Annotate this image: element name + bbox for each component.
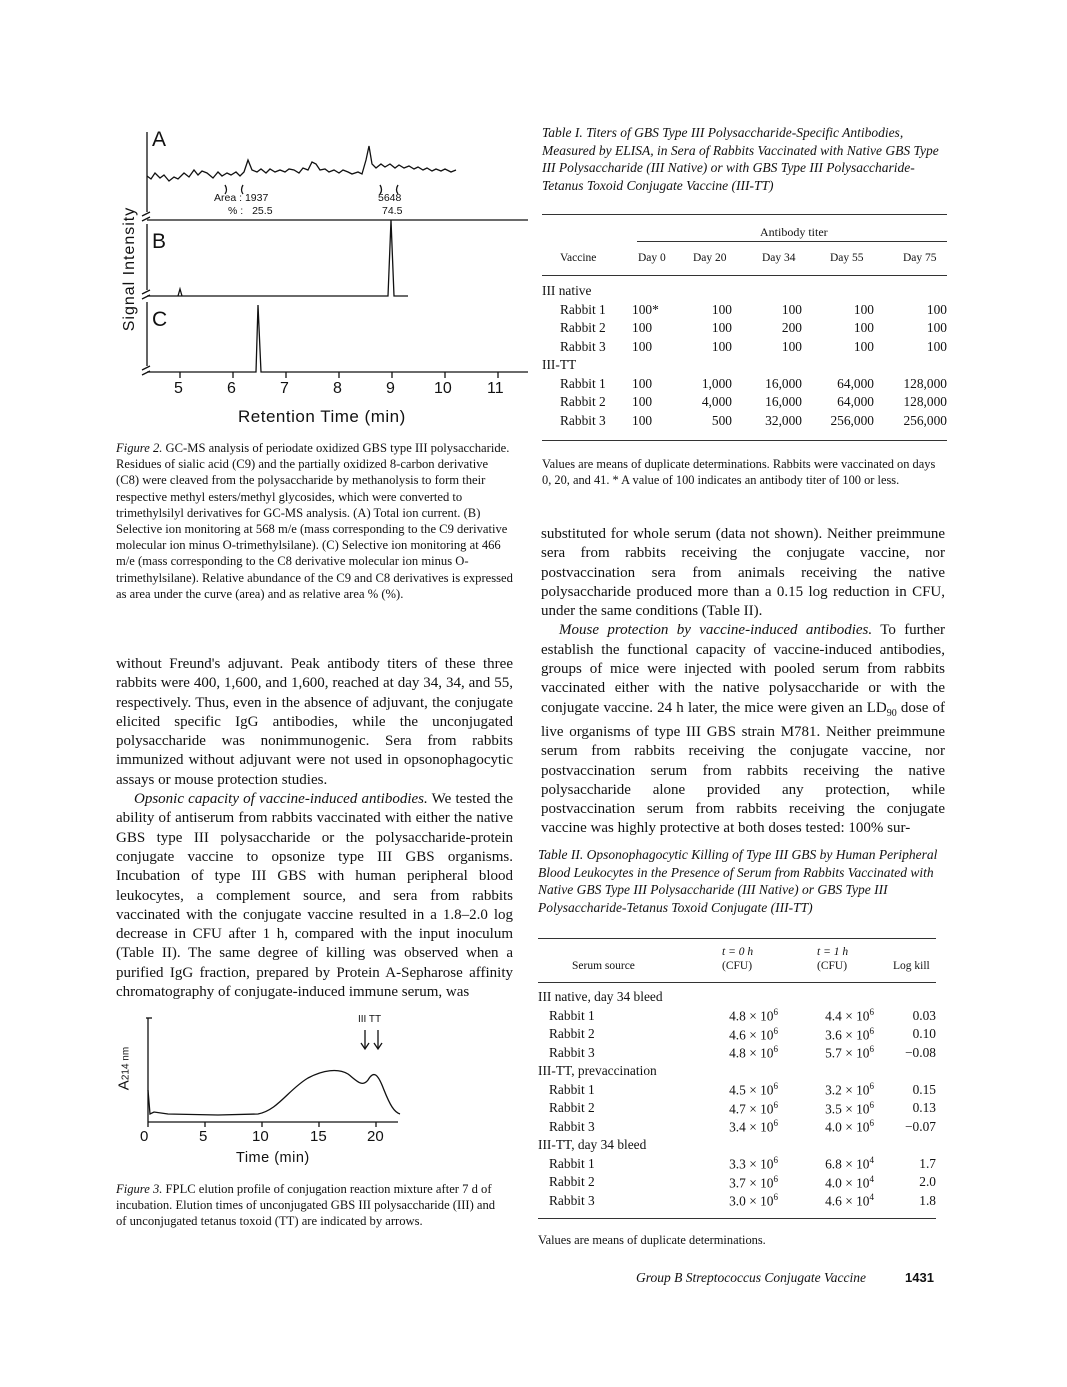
- cell: 0.13: [912, 1100, 936, 1116]
- cell-mantissa: 4.8 × 10: [729, 1008, 774, 1024]
- cell: 1.8: [919, 1192, 936, 1208]
- cell: 100: [853, 338, 874, 354]
- table-row: [538, 1192, 936, 1211]
- table-row: [538, 1173, 936, 1192]
- peak-2-area: 5648: [378, 192, 402, 204]
- cell-exponent: 6: [869, 1081, 874, 1092]
- left-paragraph-1: without Freund's adjuvant. Peak antibody titers of these three rabbits were 400, 1,600, and 1,600, reached at day 34, 34, and 55, respectively. Thus, even in the absence of adjuvant, the conjugate elicited specific IgG antibodies, while the unconjugated polysaccharide was nonimmunogenic. Sera from rabbits immunized without adjuvant were not used in opsonophagocytic assays or mouse protection studies.: [116, 656, 513, 788]
- figure-3-x-label: Time (min): [236, 1150, 310, 1166]
- cell: [794, 1099, 890, 1118]
- y-label-a: A: [115, 1080, 133, 1091]
- cell: 1,000: [701, 375, 732, 391]
- cell: 1.7: [919, 1155, 936, 1171]
- row-label: Rabbit 3: [549, 1118, 595, 1134]
- x-tick-10: 10: [434, 380, 452, 397]
- cell: −0.07: [905, 1118, 936, 1134]
- figure-3-caption: [116, 1181, 506, 1230]
- cell: [794, 1044, 890, 1063]
- cell: [794, 1025, 890, 1044]
- cell: 100: [926, 301, 947, 317]
- right-column-text: [541, 525, 945, 839]
- mouse-protection-heading: Mouse protection by vaccine-induced antibodies.: [559, 622, 873, 639]
- row-label: Rabbit 3: [549, 1044, 595, 1060]
- table-row: [538, 988, 936, 1007]
- cell-mantissa: 3.6 × 10: [825, 1026, 870, 1042]
- left-paragraph-2: [116, 790, 513, 1002]
- figure-3-plot: [108, 1010, 408, 1170]
- figure-2-caption-text: GC-MS analysis of periodate oxidized GBS type III polysaccharide. Residues of sialic acid (C9) and the partially oxidized 8-carbon derivative (C8) were cleaved from the polysaccharide by methanolysis to form their respective methyl esters/methyl glycosides, which were converted to trimethylsilyl derivatives for GC-MS analysis. (A) Total ion current. (B) Selective ion monitoring at 568 m/e (mass corresponding to the C9 derivative molecular ion minus O-trimethylsilane). (C) Selective ion monitoring at 466 m/e (mass corresponding to the C8 derivative molecular ion minus O-trimethylsilane). Relative abundance of the C9 and C8 derivatives is expressed as area under the curve (area) and as relative area % (%).: [116, 441, 513, 601]
- cell: 100: [926, 338, 947, 354]
- cell: 64,000: [837, 375, 874, 391]
- row-label: Rabbit 2: [549, 1026, 595, 1042]
- table-1-header-rule: [542, 275, 947, 276]
- cell: 16,000: [765, 394, 802, 410]
- cell: 64,000: [837, 394, 874, 410]
- marker-labels: III TT: [358, 1014, 382, 1025]
- page-number: 1431: [905, 1270, 934, 1285]
- cell: 100: [632, 375, 653, 391]
- table-row: [538, 1081, 936, 1100]
- cell: [698, 1007, 794, 1026]
- cell: [698, 1155, 794, 1174]
- panel-b-label: B: [152, 230, 167, 253]
- x-tick-5: 5: [174, 380, 183, 397]
- cell: 200: [781, 320, 802, 336]
- cell-mantissa: 3.5 × 10: [825, 1100, 870, 1116]
- table-1-col-vaccine: Vaccine: [560, 252, 597, 264]
- table-row: [542, 301, 947, 320]
- figure-3-y-label: [116, 1039, 133, 1099]
- cell-mantissa: 4.5 × 10: [729, 1082, 774, 1098]
- cell: 500: [711, 412, 732, 428]
- cell: 100: [926, 320, 947, 336]
- figure-3-caption-text: FPLC elution profile of conjugation reaction mixture after 7 d of incubation. Elution times of unconjugated GBS III polysaccharide (III) and of unconjugated tetanus toxoid (TT) are indicated by arrows.: [116, 1182, 496, 1229]
- table-1-col-day20: Day 20: [693, 252, 727, 264]
- cell: 16,000: [765, 375, 802, 391]
- cell: [794, 1081, 890, 1100]
- fig3-x-tick-10: 10: [252, 1128, 269, 1145]
- row-label: III-TT: [542, 357, 577, 373]
- cell-exponent: 6: [773, 1044, 778, 1055]
- table-1-col-day34: Day 34: [762, 252, 796, 264]
- mouse-protection-body-a: To further establish the functional capacity of vaccine-induced antibodies, groups of mice were injected with pooled serum from rabbits vaccinated either with the native polysaccharide or with the conjugate vaccine. 24 h later, the mice were given an LD: [541, 622, 945, 716]
- table-1-title: Table I. Titers of GBS Type III Polysaccharide-Specific Antibodies, Measured by ELISA, in Sera of Rabbits Vaccinated with Native GBS Type III Polysaccharide (III Native) or with GBS Type III Polysaccharide-Tetanus Toxoid Conjugate Vaccine (III-TT): [542, 125, 939, 193]
- row-label: III-TT, day 34 bleed: [538, 1137, 647, 1153]
- row-label: Rabbit 3: [560, 412, 606, 428]
- cell: 32,000: [765, 412, 802, 428]
- ld-subscript: 90: [886, 707, 897, 719]
- cell: 256,000: [830, 412, 874, 428]
- table-1: [542, 282, 947, 430]
- figure-2: [108, 120, 528, 440]
- cell-mantissa: 3.0 × 10: [729, 1193, 774, 1209]
- area-label: Area :: [214, 192, 243, 204]
- cell-mantissa: 4.7 × 10: [729, 1100, 774, 1116]
- row-label: III native, day 34 bleed: [538, 989, 663, 1005]
- cell: 100: [632, 394, 653, 410]
- cell-exponent: 6: [773, 1192, 778, 1203]
- cell-exponent: 6: [773, 1081, 778, 1092]
- row-label: Rabbit 3: [549, 1192, 595, 1208]
- cell-mantissa: 3.2 × 10: [825, 1082, 870, 1098]
- pct-label: % :: [228, 205, 244, 217]
- cell-exponent: 4: [869, 1155, 874, 1166]
- table-row: [542, 319, 947, 338]
- cell: [794, 1007, 890, 1026]
- table-2-bottom-rule: [538, 1218, 936, 1219]
- row-label: Rabbit 2: [549, 1174, 595, 1190]
- cell: 100: [853, 301, 874, 317]
- cell: [698, 1118, 794, 1137]
- cell: [794, 1173, 890, 1192]
- table-2-top-rule: [538, 938, 936, 939]
- row-label: III native: [542, 283, 592, 299]
- x-tick-8: 8: [333, 380, 342, 397]
- row-label: Rabbit 2: [549, 1100, 595, 1116]
- row-label: III-TT, prevaccination: [538, 1063, 657, 1079]
- cell: 0.15: [912, 1081, 936, 1097]
- x-axis-label: Retention Time (min): [238, 407, 406, 426]
- table-row: [538, 1007, 936, 1026]
- right-paragraph-2: [541, 621, 945, 838]
- cell-exponent: 6: [869, 1007, 874, 1018]
- table-1-footnote: Values are means of duplicate determinations. Rabbits were vaccinated on days 0, 20, and 41. * A value of 100 indicates an antibody titer of 100 or less.: [542, 457, 936, 487]
- cell-mantissa: 3.3 × 10: [729, 1156, 774, 1172]
- mouse-protection-body-b: dose of live organisms of type III GBS strain M781. Neither preimmune serum from rabbits receiving the conjugate vaccine, nor postvaccination serum from rabbits receiving the native polysaccharide alone provided any protection, while postvaccination serum from rabbits receiving the conjugate vaccine was highly protective at both doses tested: 100% sur-: [541, 699, 946, 837]
- cell-mantissa: 4.4 × 10: [825, 1008, 870, 1024]
- peak-1-pct-label: [228, 205, 273, 217]
- cell-mantissa: 3.4 × 10: [729, 1119, 774, 1135]
- cell: 100: [781, 338, 802, 354]
- cell: [794, 1155, 890, 1174]
- table-row: [542, 375, 947, 394]
- cell-mantissa: 6.8 × 10: [825, 1156, 870, 1172]
- panel-a-label: A: [152, 128, 167, 151]
- cell: [698, 1173, 794, 1192]
- cell: [698, 1025, 794, 1044]
- cell: [698, 1044, 794, 1063]
- table-2-col-t0-unit: (CFU): [722, 960, 753, 972]
- opsonic-heading: Opsonic capacity of vaccine-induced antibodies.: [134, 791, 428, 808]
- table-2-col-t1: t = 1 h: [817, 946, 849, 958]
- table-2: [538, 988, 936, 1210]
- cell-mantissa: 4.0 × 10: [825, 1174, 870, 1190]
- cell-exponent: 6: [773, 1173, 778, 1184]
- cell: 100: [632, 320, 653, 336]
- table-row: [538, 1044, 936, 1063]
- figure-2-caption: [116, 440, 514, 602]
- cell: 100: [853, 320, 874, 336]
- cell: 0.10: [912, 1026, 936, 1042]
- table-1-col-day55: Day 55: [830, 252, 864, 264]
- cell: 100: [711, 338, 732, 354]
- table-2-header: [538, 946, 936, 978]
- running-title: Group B Streptococcus Conjugate Vaccine: [636, 1270, 866, 1285]
- fig3-x-tick-5: 5: [199, 1128, 208, 1145]
- figure-2-plot: [108, 120, 528, 440]
- table-row: [542, 356, 947, 375]
- cell: 100: [711, 301, 732, 317]
- cell-exponent: 6: [869, 1118, 874, 1129]
- table-1-group-rule: [637, 241, 947, 242]
- row-label: Rabbit 3: [560, 338, 606, 354]
- table-2-col-log: Log kill: [893, 960, 930, 972]
- y-label-sub: 214 nm: [120, 1046, 132, 1081]
- cell-mantissa: 4.8 × 10: [729, 1045, 774, 1061]
- cell: 128,000: [903, 375, 947, 391]
- row-label: Rabbit 1: [549, 1155, 595, 1171]
- cell-exponent: 6: [773, 1025, 778, 1036]
- cell: 256,000: [903, 412, 947, 428]
- table-row: [542, 282, 947, 301]
- cell: 4,000: [701, 394, 732, 410]
- x-tick-7: 7: [280, 380, 289, 397]
- cell: 2.0: [919, 1174, 936, 1190]
- y-axis-label: Signal Intensity: [121, 206, 138, 332]
- table-row: [542, 338, 947, 357]
- table-row: [538, 1136, 936, 1155]
- fig3-x-tick-20: 20: [367, 1128, 384, 1145]
- cell: [794, 1192, 890, 1211]
- row-label: Rabbit 1: [560, 301, 606, 317]
- cell: 100: [632, 338, 653, 354]
- cell-exponent: 6: [869, 1025, 874, 1036]
- cell-exponent: 6: [773, 1007, 778, 1018]
- cell: [794, 1118, 890, 1137]
- table-1-col-day0: Day 0: [638, 252, 666, 264]
- cell-exponent: 6: [773, 1155, 778, 1166]
- row-label: Rabbit 2: [560, 320, 606, 336]
- table-2-footnote: Values are means of duplicate determinations.: [538, 1233, 766, 1247]
- row-label: Rabbit 1: [560, 375, 606, 391]
- cell-mantissa: 4.6 × 10: [825, 1193, 870, 1209]
- cell-exponent: 6: [869, 1044, 874, 1055]
- cell: 100: [781, 301, 802, 317]
- table-2-col-t1-unit: (CFU): [817, 960, 848, 972]
- x-tick-6: 6: [227, 380, 236, 397]
- table-row: [538, 1025, 936, 1044]
- cell: [698, 1192, 794, 1211]
- cell-mantissa: 4.6 × 10: [729, 1026, 774, 1042]
- table-2-col-t0: t = 0 h: [722, 946, 754, 958]
- peak-1-area: 1937: [244, 192, 269, 204]
- x-tick-9: 9: [386, 380, 395, 397]
- table-row: [538, 1155, 936, 1174]
- table-2-title: Table II. Opsonophagocytic Killing of Type III GBS by Human Peripheral Blood Leukocytes in the Presence of Serum from Rabbits Vaccinated with Native GBS Type III Polysaccharide (III Native) or GBS Type III Polysaccharide-Tetanus Toxoid Conjugate (III-TT): [538, 847, 938, 915]
- figure-3-caption-lead: Figure 3.: [116, 1182, 163, 1196]
- cell-mantissa: 4.0 × 10: [825, 1119, 870, 1135]
- cell-mantissa: 3.7 × 10: [729, 1174, 774, 1190]
- peak-2-pct: 74.5: [382, 205, 403, 217]
- table-1-top-rule: [542, 214, 947, 215]
- peak-1-pct: 25.5: [252, 205, 273, 217]
- right-paragraph-1: substituted for whole serum (data not shown). Neither preimmune sera from rabbits receiving the conjugate vaccine, nor postvaccination sera from animals receiving the native polysaccharide produced more than a 0.15 log reduction in CFU, under the same conditions (Table II).: [541, 526, 945, 620]
- figure-3: [108, 1010, 408, 1170]
- row-label: Rabbit 1: [549, 1081, 595, 1097]
- fig3-x-tick-15: 15: [310, 1128, 327, 1145]
- row-label: Rabbit 2: [560, 394, 606, 410]
- cell-exponent: 4: [869, 1173, 874, 1184]
- table-2-col-source: Serum source: [572, 960, 635, 972]
- cell-exponent: 4: [869, 1192, 874, 1203]
- opsonic-body: We tested the ability of antiserum from rabbits vaccinated with either the native GBS type III polysaccharide or the polysaccharide-protein conjugate vaccine to opsonize type III GBS organisms. Incubation of type III GBS with human peripheral blood leukocytes, a complement source, and sera from rabbits vaccinated with the conjugate vaccine resulted in a 1.8–2.0 log decrease in CFU after 1 h, compared with the input inoculum (Table II). The same degree of killing was observed when a purified IgG fraction, prepared by Protein A-Sepharose affinity chromatography of conjugate-induced immune serum, was: [116, 791, 513, 1001]
- left-column-text: [116, 655, 513, 1002]
- panel-c-label: C: [152, 308, 168, 331]
- cell: 100*: [632, 301, 659, 317]
- table-1-group-header: Antibody titer: [760, 225, 828, 239]
- cell-exponent: 6: [869, 1099, 874, 1110]
- figure-2-caption-lead: Figure 2.: [116, 441, 163, 455]
- cell-exponent: 6: [773, 1099, 778, 1110]
- table-row: [538, 1062, 936, 1081]
- table-2-header-rule: [538, 982, 936, 983]
- cell-exponent: 6: [773, 1118, 778, 1129]
- row-label: Rabbit 1: [549, 1007, 595, 1023]
- cell-mantissa: 5.7 × 10: [825, 1045, 870, 1061]
- table-row: [542, 412, 947, 431]
- table-row: [538, 1118, 936, 1137]
- cell: 100: [711, 320, 732, 336]
- table-row: [538, 1099, 936, 1118]
- table-1-col-day75: Day 75: [903, 252, 937, 264]
- cell: 100: [632, 412, 653, 428]
- peak-1-area-label: [214, 192, 268, 204]
- table-row: [542, 393, 947, 412]
- fig3-x-tick-0: 0: [140, 1128, 149, 1145]
- cell: −0.08: [905, 1044, 936, 1060]
- cell: 0.03: [912, 1007, 936, 1023]
- table-1-bottom-rule: [542, 440, 947, 441]
- x-tick-11: 11: [487, 380, 504, 397]
- cell: 128,000: [903, 394, 947, 410]
- cell: [698, 1099, 794, 1118]
- cell: [698, 1081, 794, 1100]
